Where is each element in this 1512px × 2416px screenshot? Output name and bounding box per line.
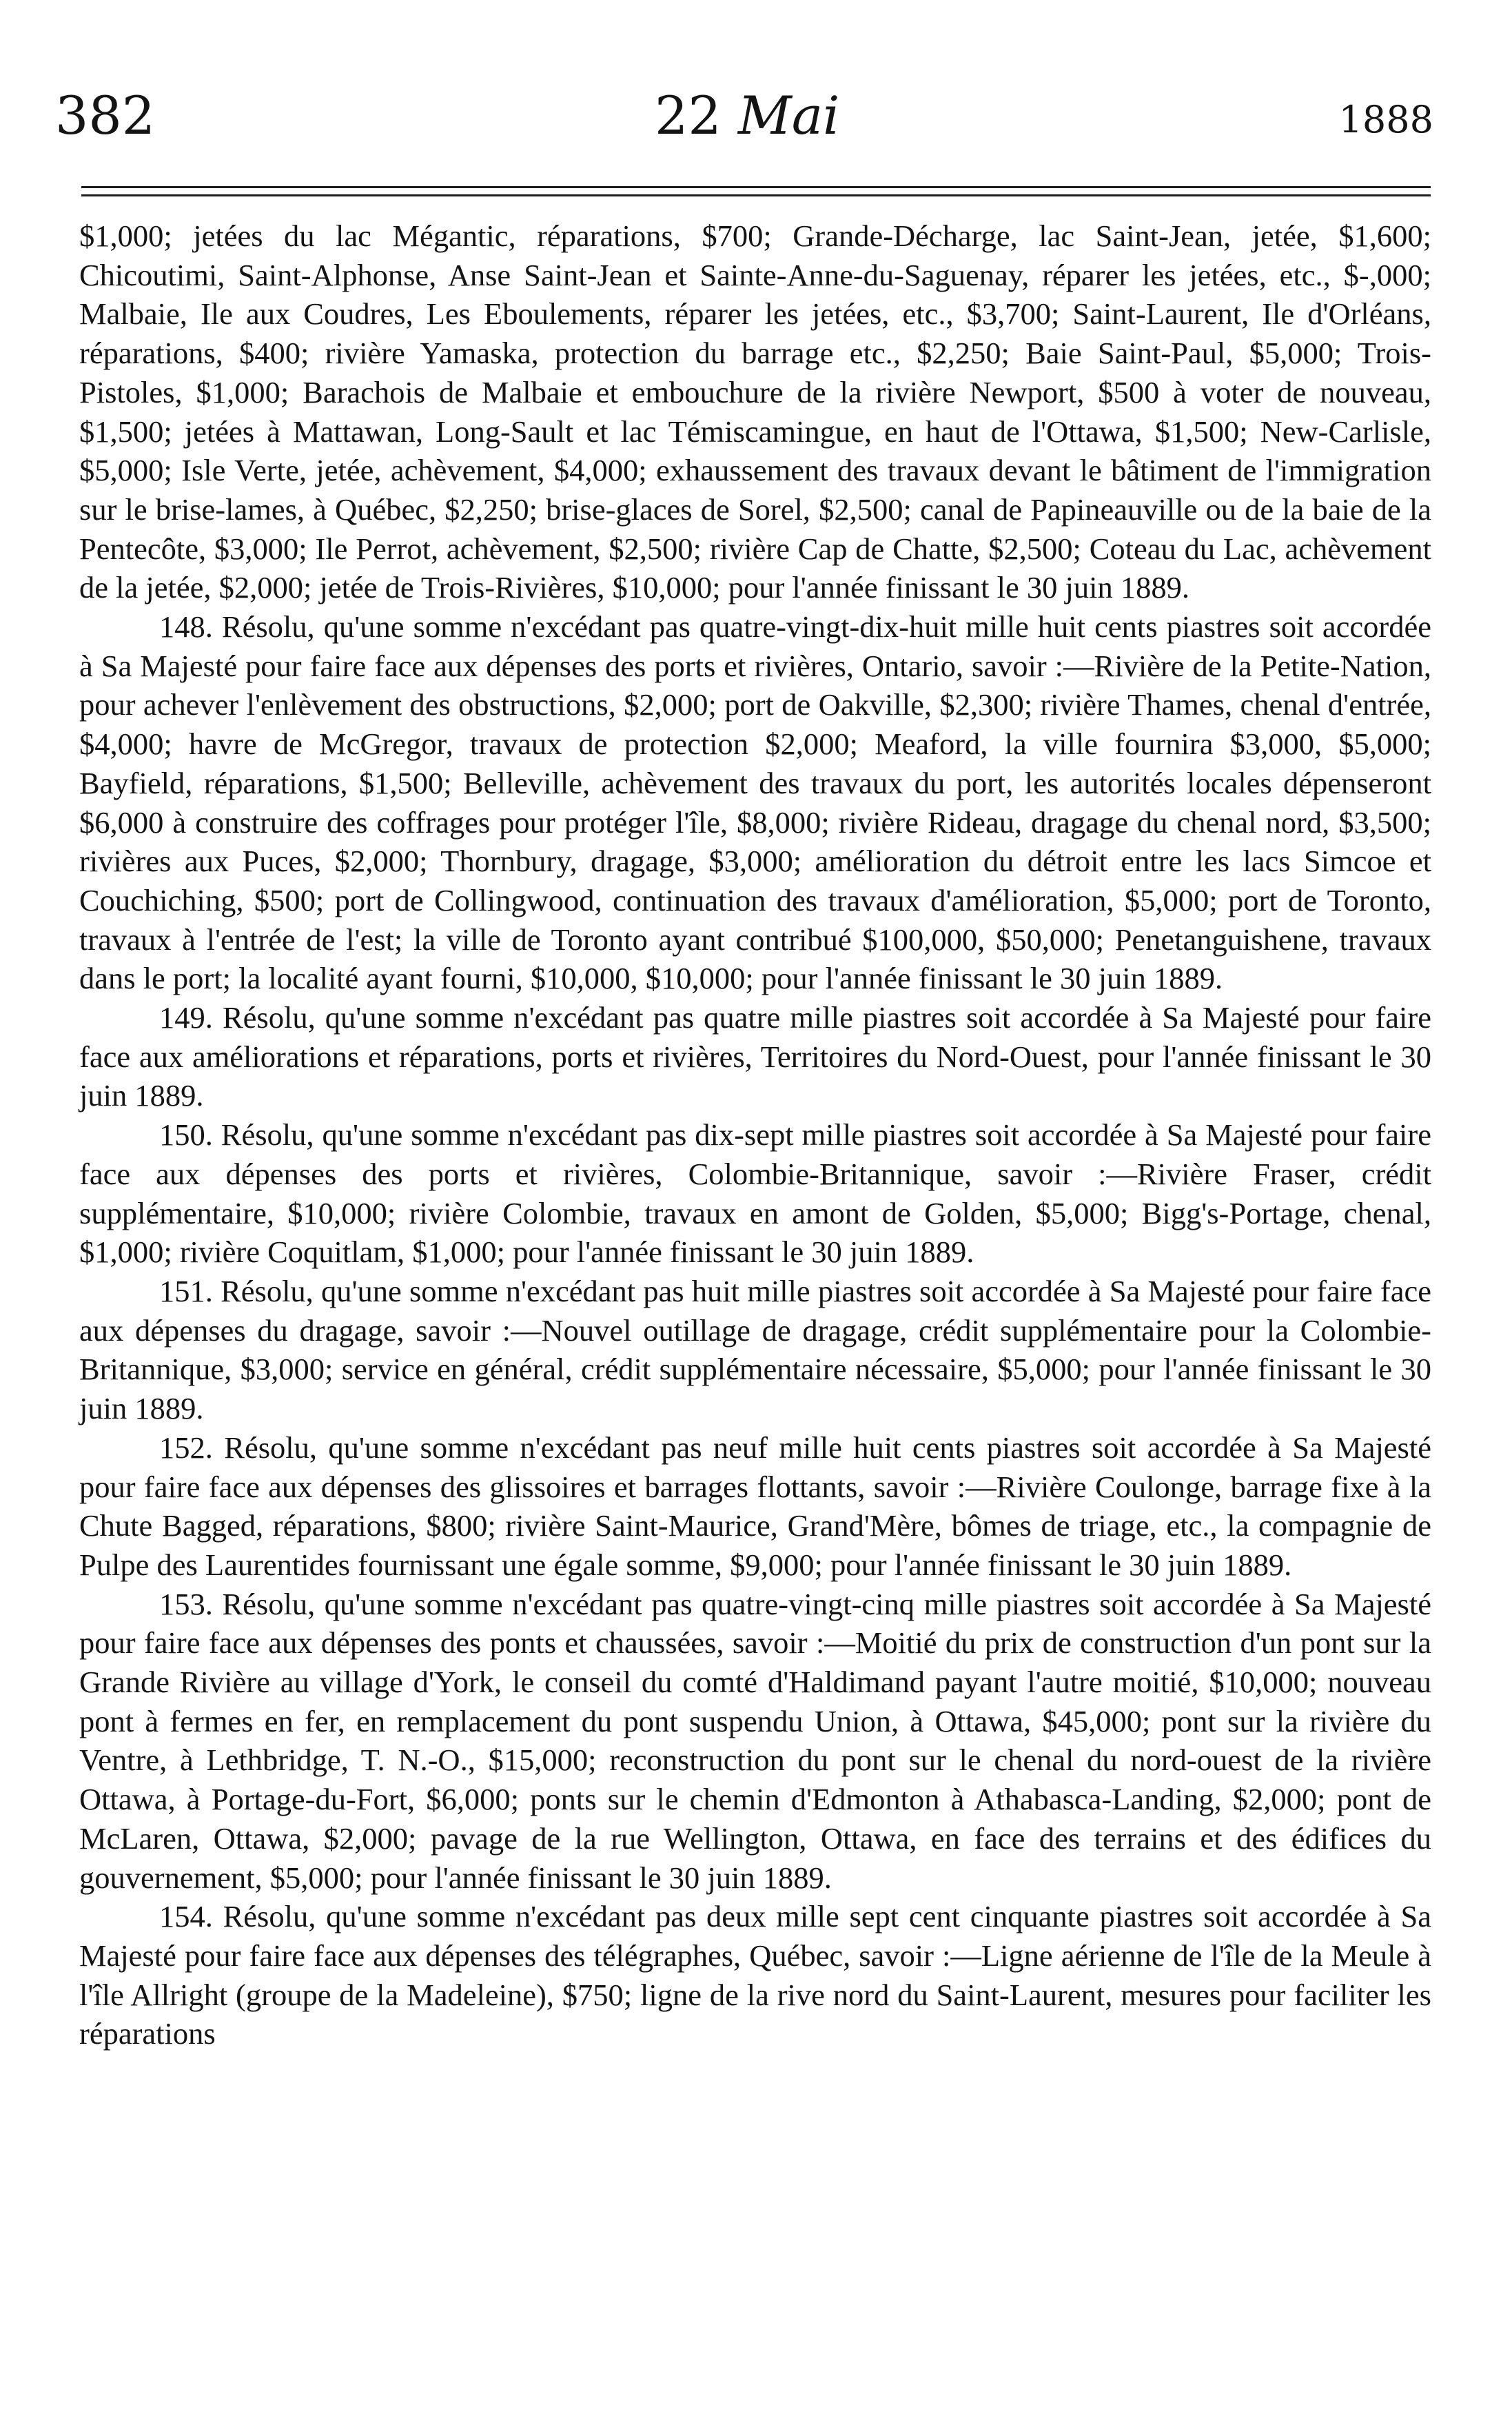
running-head <box>55 81 1433 157</box>
paragraph-148: 148. Résolu, qu'une somme n'excédant pas quatre-vingt-dix-huit mille huit cents piastres soit accordée à Sa Majesté pour faire face aux dépenses des ports et rivières, Ontario, savoir :—Rivière de la Petite-Nation, pour achever l'enlèvement des obstructions, $2,000; port de Oakville, $2,300; rivière Thames, chenal d'entrée, $4,000; havre de McGregor, travaux de protection $2,000; Meaford, la ville fournira $3,000, $5,000; Bayfield, réparations, $1,500; Belleville, achèvement des travaux du port, les autorités locales dépenseront $6,000 à construire des coffrages pour protéger l'île, $8,000; rivière Rideau, dragage du chenal nord, $3,500; rivières aux Puces, $2,000; Thornbury, dragage, $3,000; amélioration du détroit entre les lacs Simcoe et Couchiching, $500; port de Collingwood, continuation des travaux d'amélioration, $5,000; port de Toronto, travaux à l'entrée de l'est; la ville de Toronto ayant contribué $100,000, $50,000; Penetanguishene, travaux dans le port; la localité ayant fourni, $10,000, $10,000; pour l'année finissant le 30 juin 1889. <box>79 609 1431 996</box>
date-month: Mai <box>737 85 840 146</box>
body-text <box>79 216 1431 2053</box>
paragraph-151: 151. Résolu, qu'une somme n'excédant pas huit mille piastres soit accordée à Sa Majesté pour faire face aux dépenses du dragage, savoir :—Nouvel outillage de dragage, crédit supplémentaire pour la Colombie-Britannique, $3,000; service en général, crédit supplémentaire nécessaire, $5,000; pour l'année finissant le 30 juin 1889. <box>79 1273 1431 1426</box>
paragraph-153: 153. Résolu, qu'une somme n'excédant pas quatre-vingt-cinq mille piastres soit accordée à Sa Majesté pour faire face aux dépenses des ponts et chaussées, savoir :—Moitié du prix de construction d'un pont sur la Grande Rivière au village d'York, le conseil du comté d'Haldimand payant l'autre moitié, $10,000; nouveau pont à fermes en fer, en remplacement du pont suspendu Union, à Ottawa, $45,000; pont sur la rivière du Ventre, à Lethbridge, T. N.-O., $15,000; reconstruction du pont sur le chenal du nord-ouest de la rivière Ottawa, à Portage-du-Fort, $6,000; ponts sur le chemin d'Edmonton à Athabasca-Landing, $2,000; pont de McLaren, Ottawa, $2,000; pavage de la rue Wellington, Ottawa, en face des terrains et des édifices du gouvernement, $5,000; pour l'année finissant le 30 juin 1889. <box>79 1586 1431 1895</box>
date-day: 22 <box>655 85 722 146</box>
header-rule-bottom <box>81 194 1431 196</box>
paragraph-continued: $1,000; jetées du lac Mégantic, réparations, $700; Grande-Décharge, lac Saint-Jean, jetée, $1,600; Chicoutimi, Saint-Alphonse, Anse Saint-Jean et Sainte-Anne-du-Saguenay, réparer les jetées, etc., $-,000; Malbaie, Ile aux Coudres, Les Eboulements, réparer les jetées, etc., $3,700; Saint-Laurent, Ile d'Orléans, réparations, $400; rivière Yamaska, protection du barrage etc., $2,250; Baie Saint-Paul, $5,000; Trois-Pistoles, $1,000; Barachois de Malbaie et embouchure de la rivière Newport, $500 à voter de nouveau, $1,500; jetées à Mattawan, Long-Sault et lac Témiscamingue, en haut de l'Ottawa, $1,500; New-Carlisle, $5,000; Isle Verte, jetée, achèvement, $4,000; exhaussement des travaux devant le bâtiment de l'immigration sur le brise-lames, à Québec, $2,250; brise-glaces de Sorel, $2,500; canal de Papineauville ou de la baie de la Pentecôte, $3,000; Ile Perrot, achèvement, $2,500; rivière Cap de Chatte, $2,500; Coteau du Lac, achèvement de la jetée, $2,000; jetée de Trois-Rivières, $10,000; pour l'année finissant le 30 juin 1889. <box>79 219 1431 605</box>
paragraph-154: 154. Résolu, qu'une somme n'excédant pas deux mille sept cent cinquante piastres soit accordée à Sa Majesté pour faire face aux dépenses des télégraphes, Québec, savoir :—Ligne aérienne de l'île de la Meule à l'île Allright (groupe de la Madeleine), $750; ligne de la rive nord du Saint-Laurent, mesures pour faciliter les réparations <box>79 1899 1431 2051</box>
page-number: 382 <box>55 85 156 146</box>
paragraph-150: 150. Résolu, qu'une somme n'excédant pas dix-sept mille piastres soit accordée à Sa Majesté pour faire face aux dépenses des ports et rivières, Colombie-Britannique, savoir :—Rivière Fraser, crédit supplémentaire, $10,000; rivière Colombie, travaux en amont de Golden, $5,000; Bigg's-Portage, chenal, $1,000; rivière Coquitlam, $1,000; pour l'année finissant le 30 juin 1889. <box>79 1117 1431 1270</box>
header-rule-top <box>81 186 1431 188</box>
paragraph-149: 149. Résolu, qu'une somme n'excédant pas quatre mille piastres soit accordée à Sa Majesté pour faire face aux améliorations et réparations, ports et rivières, Territoires du Nord-Ouest, pour l'année finissant le 30 juin 1889. <box>79 1000 1431 1113</box>
paragraph-152: 152. Résolu, qu'une somme n'excédant pas neuf mille huit cents piastres soit accordée à Sa Majesté pour faire face aux dépenses des glissoires et barrages flottants, savoir :—Rivière Coulonge, barrage fixe à la Chute Bagged, réparations, $800; rivière Saint-Maurice, Grand'Mère, bômes de triage, etc., la compagnie de Pulpe des Laurentides fournissant une égale somme, $9,000; pour l'année finissant le 30 juin 1889. <box>79 1430 1431 1582</box>
running-head-date <box>655 81 839 150</box>
running-head-year: 1888 <box>1338 98 1433 141</box>
